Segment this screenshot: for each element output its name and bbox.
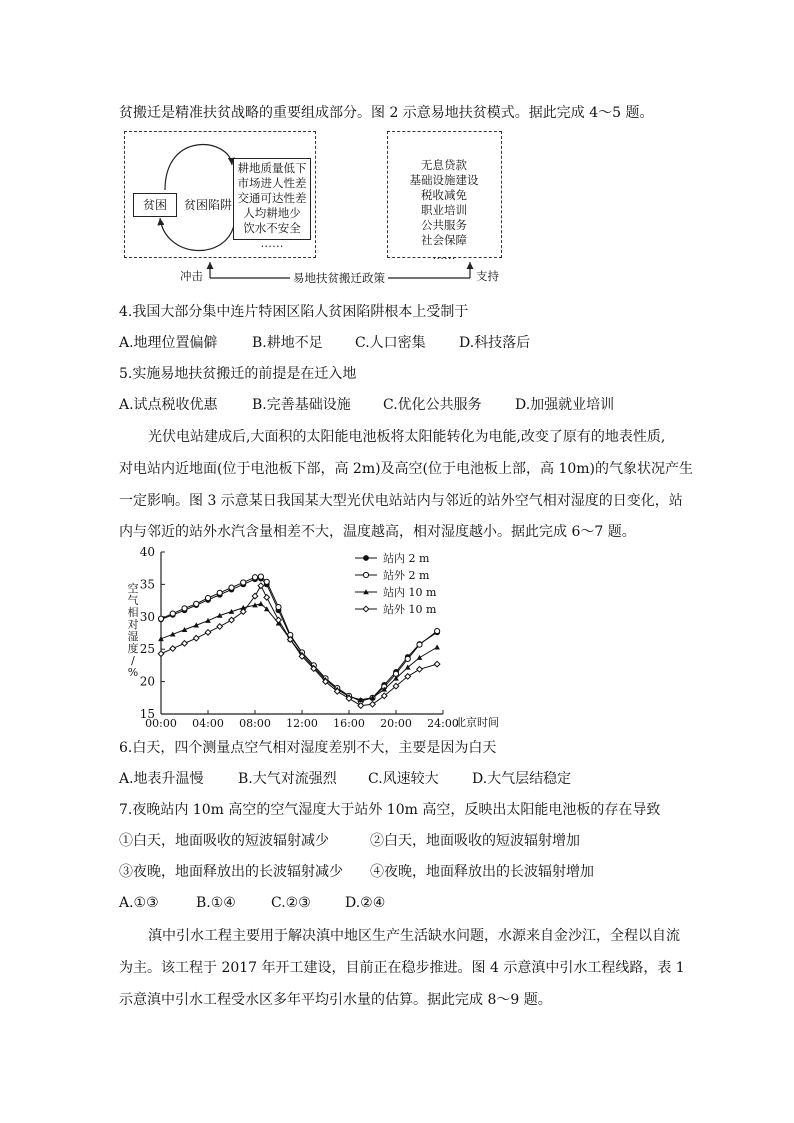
para2-line: 内与邻近的站外水汽含量相差不大，温度越高，相对湿度越小。据此完成 6～7 题。 (119, 524, 636, 540)
q5-option-b: B.完善基础设施 (252, 397, 351, 413)
para2-line: 光伏电站建成后,大面积的太阳能电池板将太阳能转化为电能,改变了原有的地表性质, (148, 429, 666, 445)
data-point (170, 611, 175, 616)
y-axis-label-char: 气 (127, 594, 139, 607)
q7-option-c: C.②③ (271, 895, 311, 911)
x-tick-label: 04:00 (192, 717, 224, 730)
measure-item: 税收减免 (421, 188, 467, 202)
data-point (158, 651, 164, 657)
data-point (358, 703, 364, 709)
data-point (258, 574, 263, 579)
legend-label: 站外 10 m (383, 603, 437, 616)
cause-item: 耕地质量低下 (237, 161, 307, 175)
q7-item-4: ④夜晚，地面释放出的长波辐射增加 (370, 864, 594, 880)
data-point (229, 585, 234, 590)
causes-box (233, 158, 311, 250)
measure-item: 基础设施建设 (409, 173, 479, 187)
data-point (194, 601, 199, 606)
data-point (205, 595, 210, 600)
cause-item: 人均耕地少 (243, 206, 301, 220)
policy-label: 易地扶贫搬迁政策 (290, 270, 388, 286)
q6-option-c: C.风速较大 (368, 771, 439, 787)
x-axis-label: 北京时间 (455, 716, 499, 729)
x-tick-label: 08:00 (239, 717, 271, 730)
measure-item: 职业培训 (421, 203, 467, 217)
q6-option-d: D.大气层结稳定 (472, 771, 572, 787)
data-point (434, 644, 440, 649)
data-point (363, 606, 369, 612)
data-point (193, 635, 199, 641)
data-point (258, 601, 264, 606)
data-point (264, 579, 269, 584)
y-axis-label-char: 相 (127, 606, 139, 619)
y-tick-label: 35 (139, 577, 155, 592)
y-tick-label: 40 (139, 545, 155, 559)
q5-option-c: C.优化公共服务 (383, 397, 482, 413)
q7-item-1: ①白天，地面吸收的短波辐射减少 (119, 833, 329, 849)
q4-stem: 4.我国大部分集中连片特困区陷人贫困陷阱根本上受制于 (119, 304, 469, 320)
q6-option-b: B.大气对流强烈 (238, 771, 337, 787)
q5-option-a: A.试点税收优惠 (119, 397, 218, 413)
data-point (276, 604, 281, 609)
cause-item: 市场进人性差 (237, 176, 307, 190)
q7-item-3: ③夜晚，地面释放出的长波辐射减少 (119, 864, 343, 880)
measure-item: …… (432, 248, 456, 262)
q5-stem: 5.实施易地扶贫搬迁的前提是在迁入地 (119, 366, 357, 382)
data-point (217, 624, 223, 630)
poverty-label: 贫困 (142, 198, 167, 212)
data-point (182, 606, 187, 611)
y-tick-label: 30 (139, 609, 155, 624)
support-label: 支持 (476, 269, 499, 283)
data-point (205, 630, 211, 636)
measures-list (396, 158, 492, 263)
para3-line: 示意滇中引水工程受水区多年平均引水量的估算。据此完成 8～9 题。 (119, 992, 552, 1008)
poverty-box (133, 193, 177, 217)
q4-option-a: A.地理位置偏僻 (119, 335, 218, 351)
cause-item: 交通可达性差 (237, 191, 307, 205)
q7-option-b: B.①④ (196, 895, 236, 911)
y-tick-label: 15 (139, 707, 155, 721)
cause-item: …… (260, 236, 284, 250)
measure-item: 无息贷款 (421, 158, 467, 172)
q4-option-d: D.科技落后 (459, 335, 531, 351)
measure-item: 社会保障 (421, 233, 467, 247)
data-point (276, 617, 282, 623)
data-point (170, 646, 176, 652)
y-axis-label-char: 对 (127, 618, 139, 631)
x-tick-label: 12:00 (286, 717, 318, 730)
para2-line: 对电站内近地面(位于电池板下部，高 2m)及高空(位于电池板上部，高 10m)的气象状况产生 (119, 461, 694, 477)
para3-line: 滇中引水工程主要用于解决滇中地区生产生活缺水问题，水源来自金沙江，全程以自流 (148, 928, 680, 944)
y-axis-label-char: % (127, 666, 139, 679)
data-point (182, 641, 188, 647)
data-point (417, 655, 423, 660)
intro-line: 贫搬迁是精准扶贫战略的重要组成部分。图 2 示意易地扶贫模式。据此完成 4～5 题。 (119, 105, 654, 121)
q4-option-b: B.耕地不足 (252, 335, 323, 351)
measure-item: 公共服务 (421, 218, 467, 232)
data-point (252, 575, 257, 580)
y-axis-label-char: 空 (127, 582, 139, 595)
y-tick-label: 20 (139, 674, 155, 689)
data-point (364, 556, 369, 561)
para2-line: 一定影响。图 3 示意某日我国某大型光伏电站站内与邻近的站外空气相对湿度的日变化，站 (119, 493, 683, 509)
data-point (264, 595, 270, 601)
data-point (205, 618, 211, 623)
q7-item-2: ②白天，地面吸收的短波辐射增加 (370, 833, 580, 849)
q4-option-c: C.人口密集 (355, 335, 426, 351)
q6-stem: 6.白天，四个测量点空气相对湿度差别不大，主要是因为白天 (119, 740, 497, 756)
q7-stem: 7.夜晚站内 10m 高空的空气湿度大于站外 10m 高空，反映出太阳能电池板的存在导致 (119, 802, 661, 818)
x-tick-label: 00:00 (145, 717, 177, 730)
legend-label: 站外 2 m (383, 569, 430, 582)
legend-label: 站内 2 m (383, 552, 430, 565)
impact-label: 冲击 (180, 269, 203, 283)
data-point (217, 590, 222, 595)
y-axis-label-char: 湿 (127, 630, 139, 643)
data-point (434, 661, 440, 667)
data-point (417, 642, 422, 647)
legend-label: 站内 10 m (383, 586, 437, 599)
q6-option-a: A.地表升温慢 (119, 771, 204, 787)
para3-line: 为主。该工程于 2017 年开工建设，目前正在稳步推进。图 4 示意滇中引水工程线路，表 1 (119, 960, 685, 976)
q7-option-a: A.①③ (119, 895, 159, 911)
q7-option-d: D.②④ (345, 895, 386, 911)
x-tick-label: 16:00 (333, 717, 365, 730)
data-point (363, 572, 368, 577)
data-point (417, 666, 423, 672)
figure-3-chart (115, 542, 545, 732)
data-point (435, 628, 440, 633)
q5-option-d: D.加强就业培训 (515, 397, 615, 413)
y-axis-label-char: / (131, 654, 135, 667)
x-tick-label: 20:00 (380, 717, 412, 730)
data-point (241, 580, 246, 585)
trap-label: 贫困陷阱 (184, 198, 233, 212)
data-point (405, 656, 410, 661)
cause-item: 饮水不安全 (243, 221, 301, 235)
data-point (258, 583, 264, 589)
x-tick-label: 24:00 (427, 717, 459, 730)
y-tick-label: 25 (139, 642, 155, 657)
y-axis-label-char: 度 (127, 642, 139, 655)
data-point (158, 616, 163, 621)
